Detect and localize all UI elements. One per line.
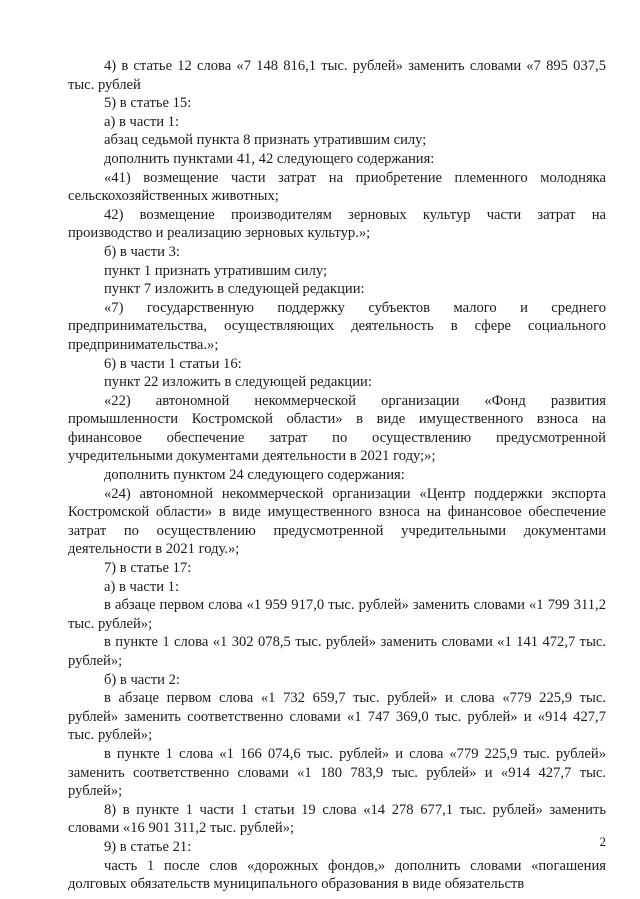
- paragraph-add-item24: дополнить пунктом 24 следующего содержания:: [104, 467, 405, 484]
- paragraph-item42: 42) возмещение производителям зерновых культур части затрат на производство и реализацию зерновых культур.»;: [68, 206, 606, 242]
- paragraph-art17-p2-item1: в пункте 1 слова «1 166 074,6 тыс. рублей» и слова «779 225,9 тыс. рублей» заменить соответственно словами «1 180 783,9 тыс. рублей» и «914 427,7 тыс. рублей»;: [68, 745, 606, 800]
- paragraph-item8-void: абзац седьмой пункта 8 признать утратившим силу;: [104, 132, 427, 149]
- paragraph-item7: «7) государственную поддержку субъектов малого и среднего предпринимательства, осуществляющих деятельность в сфере социального предпринимательства.»;: [68, 299, 606, 353]
- paragraph-art17-p1-item1: в пункте 1 слова «1 302 078,5 тыс. рублей» заменить словами «1 141 472,7 тыс. рублей»;: [68, 634, 606, 669]
- paragraph-item22-edit: пункт 22 изложить в следующей редакции:: [104, 374, 372, 391]
- paragraph-art17-heading: 7) в статье 17:: [104, 560, 192, 577]
- paragraph-art15-part3: б) в части 3:: [104, 243, 180, 260]
- paragraph-item41: «41) возмещение части затрат на приобретение племенного молодняка сельскохозяйственных животных;: [68, 169, 606, 205]
- paragraph-item1-void: пункт 1 признать утратившим силу;: [104, 262, 328, 279]
- paragraph-art21-part1: часть 1 после слов «дорожных фондов,» дополнить словами «погашения долговых обязательств муниципального образования в виде обязательств: [68, 857, 606, 893]
- paragraph-art17-p2-first: в абзаце первом слова «1 732 659,7 тыс. рублей» и слова «779 225,9 тыс. рублей» заменить соответственно словами «1 747 369,0 тыс. рублей» и «914 427,7 тыс. рублей»;: [68, 690, 606, 744]
- page-number: 2: [599, 834, 606, 849]
- paragraph-art16: 6) в части 1 статьи 16:: [104, 355, 242, 372]
- paragraph-item7-edit: пункт 7 изложить в следующей редакции:: [104, 281, 365, 298]
- paragraph-item24: «24) автономной некоммерческой организации «Центр поддержки экспорта Костромской области» в виде имущественного взноса на финансовое обеспечение затрат по осуществлению предусмотренной учредительными документами деятельности в 2021 году.»;: [68, 485, 606, 558]
- paragraph-add-items-41-42: дополнить пунктами 41, 42 следующего содержания:: [104, 150, 435, 167]
- paragraph-art17-p1-first: в абзаце первом слова «1 959 917,0 тыс. рублей» заменить словами «1 799 311,2 тыс. рублей»;: [68, 597, 606, 632]
- paragraph-art19: 8) в пункте 1 части 1 статьи 19 слова «14 278 677,1 тыс. рублей» заменить словами «16 901 311,2 тыс. рублей»;: [68, 801, 606, 837]
- paragraph-art12: 4) в статье 12 слова «7 148 816,1 тыс. рублей» заменить словами «7 895 037,5 тыс. рублей: [68, 58, 606, 93]
- paragraph-art21-heading: 9) в статье 21:: [104, 838, 192, 855]
- paragraph-item22: «22) автономной некоммерческой организации «Фонд развития промышленности Костромской области» в виде имущественного взноса на финансовое обеспечение затрат по осуществлению предусмотренной учредительными документами деятельности в 2021 году;»;: [68, 392, 606, 465]
- paragraph-art17-part2: б) в части 2:: [104, 671, 180, 688]
- document-body: [68, 57, 606, 894]
- paragraph-art15-part1: а) в части 1:: [104, 113, 180, 130]
- paragraph-art15-heading: 5) в статье 15:: [104, 95, 192, 112]
- paragraph-art17-part1: а) в части 1:: [104, 578, 180, 595]
